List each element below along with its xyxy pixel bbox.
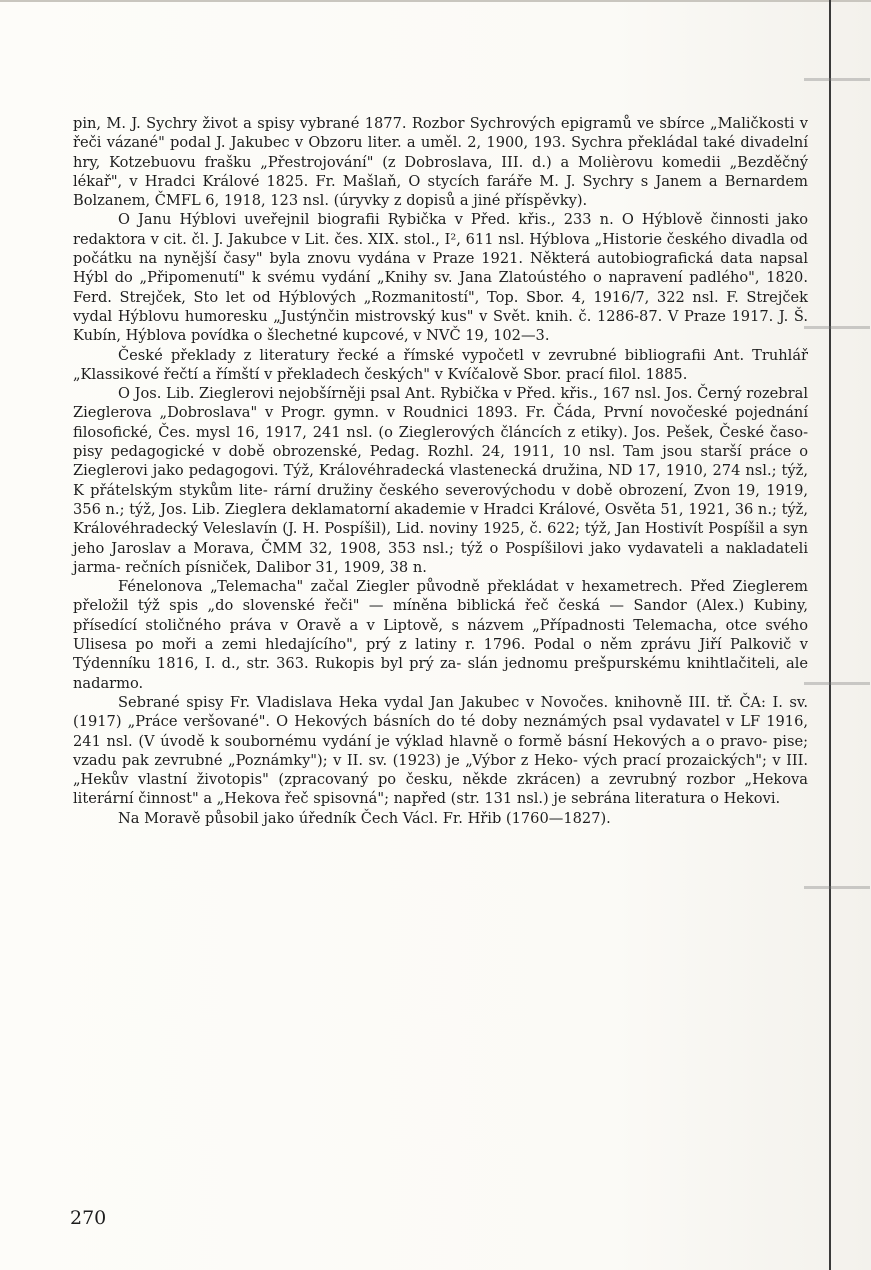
text-line: uměl. 2, 1900, 193. Sychra překládal také divadelní hry, Kotzebuovu frašku xyxy=(73,134,808,171)
text-line: České překlady z literatury řecké a římské vypočetl v zevrubné xyxy=(118,346,617,364)
text-line: v hexametrech. Před Zieglerem přeložil týž spis „do slovenské řeči" — xyxy=(73,578,809,615)
text-line: lékař", v Hradci Králové 1825. Fr. Mašlaň, O stycích faráře M. J. Sychry xyxy=(73,172,634,190)
text-line: 1921, 36 n.; týž, Královéhradecký Veleslavín (J. H. Pospíšil), Lid. noviny xyxy=(73,500,809,538)
text-line: O Janu Hýblovi uveřejnil biografii Rybička v Před. křis., 233 n. xyxy=(118,211,614,229)
text-line: I², 611 nsl. Hýblova „Historie českého divadla od počátku na nynější časy" xyxy=(73,230,809,268)
paragraph-hrib xyxy=(73,809,808,828)
text-line: v Novočes. knihovně III. tř. ČA: I. sv. (1917) „Práce veršované". O Hekových xyxy=(73,693,809,731)
text-line: křis., 167 nsl. Jos. Černý rozebral Zieglerova „Dobroslava" v Progr. gymn. xyxy=(73,385,808,422)
page-top-edge xyxy=(0,0,871,2)
text-line: Ulisesa po moři a zemi hledajícího", prý z latiny r. 1796. Podal o něm xyxy=(73,636,633,654)
bleed-through-mark xyxy=(804,682,870,685)
bleed-through-mark xyxy=(804,886,870,889)
text-line: Na Moravě působil jako úředník Čech Václ. Fr. Hřib (1760—1827). xyxy=(118,809,611,827)
text-line: pin, M. J. Sychry život a spisy vybrané 1877. Rozbor Sychrových epigramů xyxy=(73,115,632,132)
text-line: O Hýblově činnosti jako redaktora v cit. čl. J. Jakubce v Lit. čes. XIX. stol., xyxy=(73,211,808,248)
paragraph-translations xyxy=(73,346,808,385)
page-number: 270 xyxy=(70,1207,107,1229)
text-line: Fénelonova „Telemacha" začal Ziegler původně překládat xyxy=(118,578,559,596)
text-line: pisy pedagogické v době obrozenské, Pedag. Rozhl. 24, 1911, 10 nsl. Tam xyxy=(73,443,655,461)
text-line: rární družiny českého severovýchodu v době obrození, Zvon 19, 1919, 356 n.; xyxy=(73,481,808,518)
text-line: česku, někde zkrácen) a zevrubný rozbor „Hekova literární činnost" a xyxy=(73,771,809,808)
text-line: míněna biblická řeč česká — Sandor (Alex.) Kubiny, přísedící stoličného xyxy=(73,597,808,634)
text-line: povídka o šlechetné kupcové, v NVČ 19, 102—3. xyxy=(191,327,550,345)
text-line: 32, 1908, 353 nsl.; týž o Pospíšilovi jako vydavateli a nakladateli jarma- xyxy=(73,539,809,576)
text-line: jsou starší práce o Zieglerovi jako pedagogovi. Týž, Královéhradecká xyxy=(73,443,808,480)
text-line: Sebrané spisy Fr. Vladislava Heka vydal Jan Jakubec xyxy=(118,693,520,711)
text-line: bibliografii Ant. Truhlář „Klassikové řečtí a římští v překladech českých" xyxy=(73,346,809,383)
paragraph-hybl xyxy=(73,210,808,345)
text-line: ve sbírce „Maličkosti v řeči vázané" podal J. Jakubec v Obzoru liter. a xyxy=(73,115,808,152)
paragraph-hek xyxy=(73,693,808,809)
binding-edge-rule xyxy=(829,0,831,1270)
text-line: v Kvíčalově Sbor. prací filol. 1885. xyxy=(434,365,688,383)
text-line: 16, 1917, 241 nsl. (o Zieglerových článcích z etiky). Jos. Pešek, České časo- xyxy=(236,423,809,441)
text-line: vlastenecká družina, ND 17, 1910, 274 nsl.; týž, K přátelským stykům lite- xyxy=(73,462,808,499)
text-line: mistrovský kus" v Svět. knih. č. 1286-87. V Praze 1917. J. Š. Kubín, Hýblova xyxy=(73,307,809,345)
body-text xyxy=(73,114,808,828)
paragraph-telemach xyxy=(73,577,808,693)
text-line: vých prací prozaických"; v III. „Hekův vlastní životopis" (zpracovaný po xyxy=(73,751,809,789)
text-line: padlého", 1820. Ferd. Strejček, Sto let od Hýblových „Rozmanitostí", Top. xyxy=(73,269,808,306)
text-line: slán jednomu prešpurskému knihtlačiteli, ale nadarmo. xyxy=(73,655,809,692)
paragraph-sychra xyxy=(73,114,808,210)
bleed-through-mark xyxy=(804,326,870,329)
paragraph-ziegler xyxy=(73,384,808,577)
text-line: s Janem a Bernardem Bolzanem, ČMFL 6, 1918, 123 nsl. (úryvky z dopisů xyxy=(73,172,809,210)
text-line: 1925, č. 622; týž, Jan Hostivít Pospíšil a syn jeho Jaroslav a Morava, ČMM xyxy=(73,520,809,557)
text-line: „Hekova řeč spisovná"; napřed (str. 131 nsl.) je sebrána literatura o Hekovi. xyxy=(216,790,781,808)
text-line: zprávu Jiří Palkovič v Týdenníku 1816, I. d., str. 363. Rukopis byl prý za- xyxy=(73,636,808,673)
text-line: k soubornému vydání je výklad hlavně o formě básní Hekových a o pravo- xyxy=(210,732,768,750)
bleed-through-mark xyxy=(804,78,870,81)
text-line: práva v Oravě a v Liptově, s názvem „Případnosti Telemacha, otce svého xyxy=(229,616,808,634)
text-line: v Roudnici 1893. Fr. Čáda, První novočeské pojednání filosofické, Čes. mysl xyxy=(73,404,808,441)
text-line: do „Připomenutí" k svému vydání „Knihy sv. Jana Zlatoústého o napravení xyxy=(114,269,683,287)
text-line: O Jos. Lib. Zieglerovi nejobšírněji psal Ant. Rybička v Před. xyxy=(118,385,556,403)
text-line: rečních písniček, Dalibor 31, 1909, 38 n. xyxy=(125,558,427,576)
text-line: týž, Jos. Lib. Zieglera deklamatorní akademie v Hradci Králové, Osvěta 51, xyxy=(129,500,684,518)
text-line: a jiné příspěvky). xyxy=(459,192,588,210)
text-line: byla znovu vydána v Praze 1921. Některá autobiografická data napsal Hýbl xyxy=(73,250,809,287)
text-line: básních do té doby neznámých psal vydavatel v LF 1916, 241 nsl. (V úvodě xyxy=(73,713,809,750)
text-line: „Přestrojování" (z Dobroslava, III. d.) a Molièrovu komedii „Bezděčný xyxy=(260,153,808,171)
text-line: Sbor. 4, 1916/7, 322 nsl. F. Strejček vydal Hýblovu humoresku „Justýnčin xyxy=(73,288,808,325)
text-line: pise; vzadu pak zevrubné „Poznámky"); v II. sv. (1923) je „Výbor z Heko- xyxy=(73,732,809,769)
